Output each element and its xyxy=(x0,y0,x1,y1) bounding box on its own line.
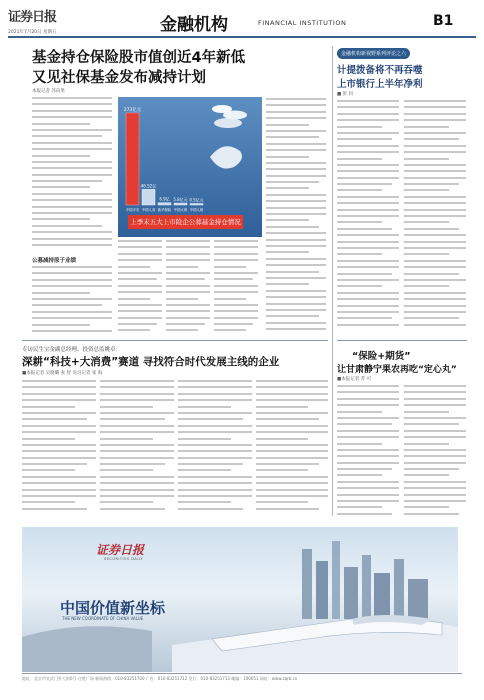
lead-body-col1b xyxy=(32,266,112,336)
lead-headline-line2: 又见社保基金发布减持计划 xyxy=(32,70,206,86)
chart-value-label-1: 46.52亿 xyxy=(140,183,157,189)
feature-kicker: 专访民生宝金副总经理、投资总监姚卓： xyxy=(22,347,122,353)
feature-body-col2 xyxy=(100,380,174,520)
lead-body-col2 xyxy=(118,240,162,336)
feature-byline: ■本报记者 吴晓璐 张 智 见习记者 张 海 xyxy=(22,371,103,376)
right-story-headline-line1: “保险+期货” xyxy=(352,351,411,362)
sidebar-headline-line2: 上市银行上半年净利 xyxy=(337,79,423,90)
chart-value-label-3: 5.8亿元 xyxy=(173,197,188,203)
chart-bar-2 xyxy=(158,203,171,205)
coin-icon xyxy=(214,118,242,128)
lead-body-col5 xyxy=(266,98,326,336)
section-english-title: FINANCIAL INSTITUTION xyxy=(258,19,347,27)
lead-headline-line1: 基金持仓保险股市值创近4年新低 xyxy=(32,50,246,66)
chart-bar-3 xyxy=(174,203,187,205)
feature-body-col1 xyxy=(22,380,96,520)
right-story-body-col1 xyxy=(337,385,399,520)
masthead-rule xyxy=(8,36,476,38)
issue-date: 2021年7月20日 星期五 xyxy=(8,30,57,35)
lead-body-col1 xyxy=(32,97,112,254)
right-story-body-col2 xyxy=(404,385,466,520)
chart-bar-4 xyxy=(190,204,203,206)
advertisement xyxy=(22,527,458,672)
chart-category-label-3: 中国太保 xyxy=(173,208,188,212)
feature-headline: 深耕“科技+大消费”赛道 寻找符合时代发展主线的企业 xyxy=(22,356,280,368)
chart-bar-1 xyxy=(142,189,155,205)
ad-logo: 证券日报 xyxy=(96,543,145,557)
section-title: 金融机构 xyxy=(160,15,228,35)
sidebar-tag: 金融机构新视野系列评论之六 xyxy=(337,48,410,59)
chart-bar-0 xyxy=(126,113,139,205)
ad-title: 中国价值新坐标 xyxy=(60,599,166,617)
section-rule xyxy=(22,340,328,341)
ad-subtitle: THE NEW COORDINATE OF CHINA VALUE xyxy=(62,616,144,621)
sidebar-headline-line1: 计提拨备将不再吞噬 xyxy=(337,65,423,76)
chart-value-label-0: 273亿元 xyxy=(123,108,142,113)
ad-logo-subtitle: SECURITIES DAILY xyxy=(104,557,144,561)
coin-icon xyxy=(212,105,232,113)
footer-rule xyxy=(22,673,462,674)
chart-banner: 上季末五大上市险企公募基金持仓情况 xyxy=(128,215,243,229)
lead-byline: 本报记者 苏向果 xyxy=(32,89,65,94)
chart-category-label-4: 中国人保 xyxy=(189,208,204,212)
sidebar-body-col1 xyxy=(337,100,399,332)
chart-category-label-0: 中国平安 xyxy=(125,208,140,212)
masthead-logo: 证券日报 xyxy=(8,10,57,25)
right-story-byline: ■本报记者 苏 可 xyxy=(337,377,372,382)
chart-value-label-2: 6.9亿 xyxy=(159,196,170,202)
column-divider xyxy=(332,46,333,516)
page-number: B1 xyxy=(433,13,454,29)
hand-icon xyxy=(210,146,242,168)
lead-subhead: 公募减持原于业绩 xyxy=(32,258,77,264)
chart-category-label-2: 新华保险 xyxy=(157,208,172,212)
footer-info: 地址：北京市宣武门外大街6号·庄胜广场 新闻热线：010-83251700 广告：010-83251712 发行：010-83251713 邮编：100051 网址：www.zqrb.cn xyxy=(22,676,298,681)
lead-body-col3 xyxy=(166,240,210,336)
chart-value-label-4: 0.5亿元 xyxy=(189,197,204,203)
right-story-headline-line2: 让甘肃静宁果农再吃“定心丸” xyxy=(337,365,457,375)
section-rule-right xyxy=(337,340,467,341)
feature-body-col4 xyxy=(256,380,328,520)
lead-body-col4 xyxy=(214,240,258,336)
sidebar-byline: ■ 彭 钊 xyxy=(337,92,354,97)
feature-body-col3 xyxy=(178,380,252,520)
chart-category-label-1: 中国人寿 xyxy=(141,208,156,212)
sidebar-body-col2 xyxy=(404,100,466,332)
